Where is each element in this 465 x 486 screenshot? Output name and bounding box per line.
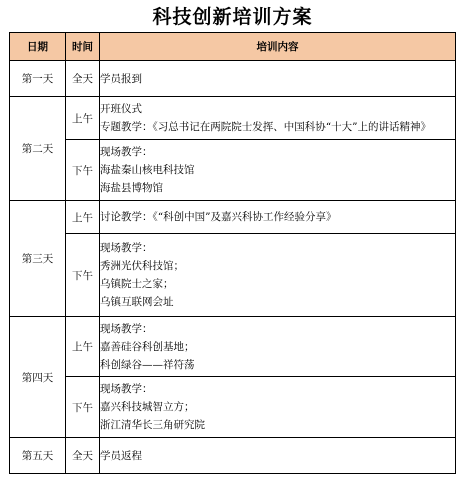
content-line: 海盐秦山核电科技馆 xyxy=(100,164,195,176)
table-row xyxy=(10,97,456,140)
table-row xyxy=(10,377,456,438)
content-line: 海盐县博物馆 xyxy=(100,182,163,194)
content-line: 浙江清华长三角研究院 xyxy=(100,419,205,431)
content-line: 乌镇院士之家； xyxy=(100,278,174,290)
day-cell: 第一天 xyxy=(10,61,66,97)
day-cell: 第四天 xyxy=(10,317,66,438)
time-cell: 下午 xyxy=(66,234,100,317)
day-cell: 第五天 xyxy=(10,438,66,474)
content-line: 开班仪式 xyxy=(100,103,142,115)
content-cell xyxy=(100,377,456,438)
time-cell: 上午 xyxy=(66,317,100,377)
header-date: 日期 xyxy=(10,33,66,61)
content-line: 讨论教学：《“科创中国”及嘉兴科协工作经验分享》 xyxy=(100,211,337,223)
time-cell: 上午 xyxy=(66,97,100,140)
content-cell xyxy=(100,97,456,140)
content-cell xyxy=(100,234,456,317)
table-row xyxy=(10,317,456,377)
table-row xyxy=(10,438,456,474)
day-cell: 第二天 xyxy=(10,97,66,201)
content-line: 现场教学： xyxy=(100,383,153,395)
content-line: 现场教学： xyxy=(100,146,153,158)
table-row xyxy=(10,201,456,234)
content-line: 专题教学：《习总书记在两院院士发挥、中国科协“十大”上的讲话精神》 xyxy=(100,121,431,133)
table-row xyxy=(10,234,456,317)
content-line: 嘉善硅谷科创基地； xyxy=(100,340,195,353)
day-cell: 第三天 xyxy=(10,201,66,317)
table-row xyxy=(10,61,456,97)
content-line: 秀洲光伏科技馆； xyxy=(100,260,184,272)
content-cell xyxy=(100,201,456,234)
header-time: 时间 xyxy=(66,33,100,61)
content-cell xyxy=(100,140,456,201)
training-schedule-table xyxy=(9,32,456,474)
content-cell xyxy=(100,61,456,97)
time-cell: 上午 xyxy=(66,201,100,234)
time-cell: 下午 xyxy=(66,140,100,201)
content-line: 学员报到 xyxy=(100,72,142,85)
content-line: 现场教学： xyxy=(100,322,153,335)
header-content: 培训内容 xyxy=(100,33,456,61)
content-line: 嘉兴科技城智立方； xyxy=(100,401,195,413)
content-cell xyxy=(100,438,456,474)
content-line: 现场教学： xyxy=(100,242,153,254)
time-cell: 全天 xyxy=(66,61,100,97)
table-header-row xyxy=(10,33,456,61)
content-cell xyxy=(100,317,456,377)
page-title: 科技创新培训方案 xyxy=(152,6,313,28)
time-cell: 全天 xyxy=(66,438,100,474)
content-line: 科创绿谷——祥符荡 xyxy=(100,358,195,371)
content-line: 学员返程 xyxy=(100,449,142,462)
table-row xyxy=(10,140,456,201)
time-cell: 下午 xyxy=(66,377,100,438)
content-line: 乌镇互联网会址 xyxy=(100,296,174,308)
